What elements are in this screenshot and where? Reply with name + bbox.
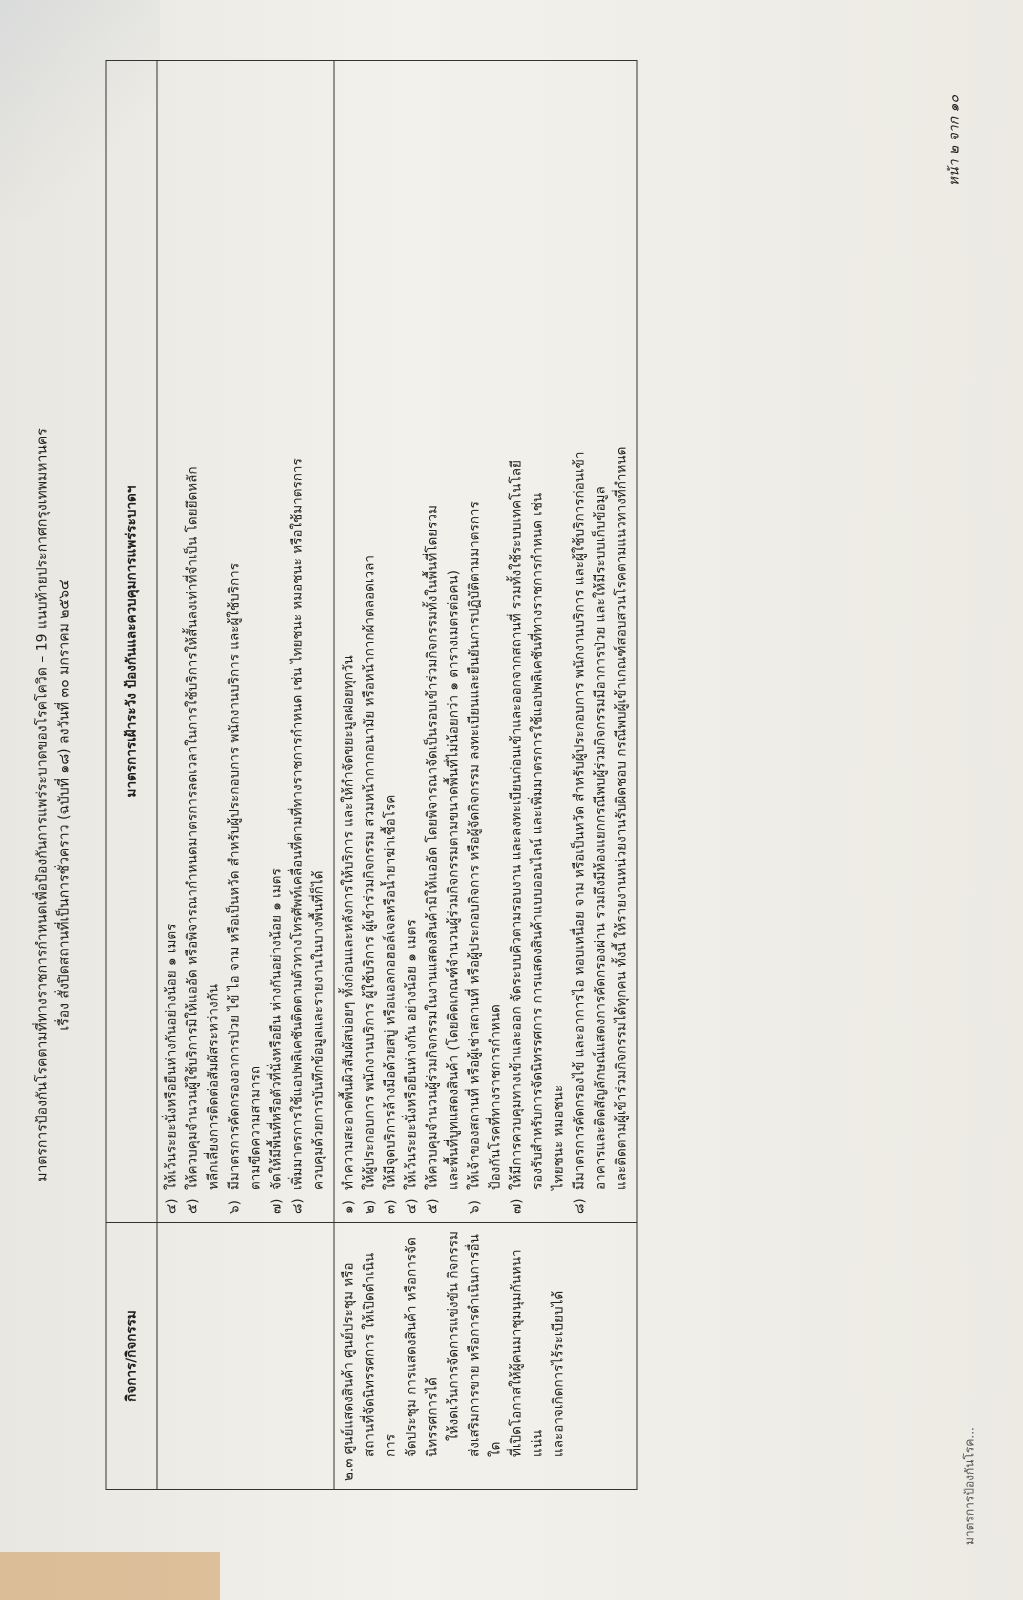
table-row <box>157 61 334 1490</box>
measure-continuation: อาคารและติดสัญลักษณ์แสดงการคัดกรองผ่าน รวมถึงมีห้องแยกกรณีพบผู้ร่วมกิจกรรมมีอาการป่วย และให้มีระบบเก็บข้อมูล <box>592 486 608 1190</box>
measure-num: ๗) <box>268 1198 284 1214</box>
measure-text: ให้เจ้าของสถานที่ หรือผู้เช่าสถานที่ หรือผู้ประกอบกิจการ หรือผู้จัดกิจกรรม ลงทะเบียนและยืนยันการปฏิบัติตามมาตรการ <box>466 501 482 1190</box>
measure-text: ให้ควบคุมจำนวนผู้ใช้บริการมิให้แออัด หรือพิจารณากำหนดมาตรการลดเวลาในการใช้บริการให้สั้นลงเท่าที่จำเป็น โดยยึดหลัก <box>184 466 200 1190</box>
row1-activity-cell <box>157 1223 334 1490</box>
measure-text: มีมาตรการคัดกรองอาการป่วย ไข้ ไอ จาม หรือเป็นหวัด สำหรับผู้ประกอบการ พนักงานบริการ และผู้ใช้บริการ <box>226 563 242 1190</box>
page-content <box>25 65 985 1545</box>
activity-line: ๒.๓ ศูนย์แสดงสินค้า ศูนย์ประชุม หรือ <box>340 1262 356 1481</box>
header-activity: กิจการ/กิจกรรม <box>106 1223 157 1490</box>
measure-item <box>224 69 245 1214</box>
measure-item <box>464 69 485 1214</box>
measure-num: ๖) <box>226 1200 242 1214</box>
measure-text: มีมาตรการคัดกรองไข้ และอาการไอ หอบเหนื่อย จาม หรือเป็นหวัด สำหรับผู้ประกอบการ พนักงานบริการ และผู้ใช้บริการก่อนเข้า <box>571 451 587 1190</box>
measure-text: ให้ควบคุมจำนวนผู้ร่วมกิจกรรมในงานแสดงสินค้ามิให้แออัด โดยพิจารณาจัดเป็นรอบเข้าร่วมกิจกรรมทั้งในพื้นที่โดยรวม <box>424 505 440 1190</box>
row2-activity-cell <box>334 1223 637 1490</box>
activity-line: ส่งเสริมการขาย หรือการดำเนินการอื่นใด <box>466 1234 503 1457</box>
row1-measures-cell <box>157 61 334 1223</box>
measure-item <box>266 69 287 1214</box>
measure-num: ๑) <box>340 1200 356 1214</box>
measure-num: ๔) <box>163 1198 179 1214</box>
measure-continuation: ไทยชนะ หมอชนะ <box>550 1084 566 1190</box>
measure-item <box>287 69 308 1214</box>
measure-num: ๔) <box>403 1198 419 1214</box>
measure-item <box>182 69 203 1214</box>
measure-continuation: ป้องกันโรคที่ทางราชการกำหนด <box>487 1004 503 1190</box>
measure-item <box>506 69 527 1214</box>
measure-num: ๒) <box>361 1199 377 1214</box>
measure-text: ให้เว้นระยะนั่งหรือยืนห่างกันอย่างน้อย ๑ เมตร <box>163 923 179 1190</box>
activity-line: และอาจเกิดการไร้ระเบียบได้ <box>550 1290 566 1457</box>
measure-item <box>380 69 401 1214</box>
measure-item <box>569 69 590 1214</box>
measure-num: ๕) <box>184 1198 200 1214</box>
table-row <box>334 61 637 1490</box>
activity-line: ที่เปิดโอกาสให้ผู้คนมาชุมนุมกันหนาแน่น <box>508 1249 545 1457</box>
measure-text: ให้ผู้ประกอบการ พนักงานบริการ ผู้ใช้บริการ ผู้เข้าร่วมกิจกรรม สวมหน้ากากอนามัย หรือหน้ากากผ้าตลอดเวลา <box>361 555 377 1190</box>
measure-continuation: ควบคุมด้วยการบันทึกข้อมูลและรายงานในบางพื้นที่ก็ได้ <box>310 870 326 1190</box>
measure-text: เพิ่มมาตรการใช้แอปพลิเคชันติดตามตัวทางโทรศัพท์เคลื่อนที่ตามที่ทางราชการกำหนด เช่น ไทยชนะ หมอชนะ หรือใช้มาตรการ <box>289 458 305 1190</box>
activity-line: ให้งดเว้นการจัดการแข่งขัน กิจกรรม <box>445 1231 461 1441</box>
page-number: หน้า ๒ จาก ๑๐ <box>946 95 962 187</box>
document-header <box>31 65 75 1545</box>
activity-line: นิทรรศการได้ <box>424 1377 440 1457</box>
measure-item <box>161 69 182 1214</box>
header-title-line2: เรื่อง สั่งปิดสถานที่เป็นการชั่วคราว (ฉบับที่ ๑๘) ลงวันที่ ๓๐ มกราคม ๒๕๖๔ <box>56 579 72 1031</box>
row2-measures-cell <box>334 61 637 1223</box>
measure-continuation: หลีกเลี่ยงการติดต่อสัมผัสระหว่างกัน <box>205 984 221 1190</box>
measure-num: ๓) <box>382 1199 398 1214</box>
header-measures: มาตรการเฝ้าระวัง ป้องกันและควบคุมการแพร่ระบาดฯ <box>106 61 157 1223</box>
activity-line: จัดประชุม การแสดงสินค้า หรือการจัด <box>403 1237 419 1457</box>
measure-num: ๗) <box>508 1198 524 1214</box>
measure-num: ๘) <box>289 1198 305 1214</box>
measure-continuation: และติดตามผู้เข้าร่วมกิจกรรมได้ทุกคน ทั้งนี้ ให้รายงานหน่วยงานรับผิดชอบ กรณีพบผู้เข้าเกณฑ์สอบสวนโรคตามแนวทางที่กำหนด <box>613 446 629 1190</box>
measure-num: ๘) <box>571 1198 587 1214</box>
measure-continuation: รองรับสำหรับการจัดนิทรรศการ การแสดงสินค้าแบบออนไลน์ และเพิ่มมาตรการใช้แอปพลิเคชันที่ทางราชการกำหนด เช่น <box>529 492 545 1190</box>
measure-text: จัดให้มีพื้นที่หรือตัวที่นั่งหรือยืน ห่างกันอย่างน้อย ๑ เมตร <box>268 868 284 1190</box>
table-header-row <box>106 61 157 1490</box>
measure-continuation: ตามขีดความสามารถ <box>247 1065 263 1190</box>
measure-num: ๖) <box>466 1200 482 1214</box>
measure-item <box>422 69 443 1214</box>
measure-num: ๕) <box>424 1198 440 1214</box>
bottom-note: มาตรการป้องกันโรค... <box>962 1427 976 1545</box>
activity-line: สถานที่จัดนิทรรศการ ให้เปิดดำเนินการ <box>361 1252 398 1457</box>
measure-text: ให้เว้นระยะนั่งหรือยืนห่างกัน อย่างน้อย ๑ เมตร <box>403 919 419 1190</box>
measure-item <box>338 69 359 1214</box>
header-title-line1: มาตรการป้องกันโรคตามที่ทางราชการกำหนดเพื่อป้องกันการแพร่ระบาดของโรคโควิด – 19 แนบท้ายประกาศกรุงเทพมหานคร <box>34 428 50 1182</box>
measure-text: ให้มีจุดบริการล้างมือด้วยสบู่ หรือแอลกอฮอล์เจลหรือน้ำยาฆ่าเชื้อโรค <box>382 794 398 1190</box>
measure-continuation: และพื้นที่บูทแสดงสินค้า (โดยคิดเกณฑ์จำนวนผู้ร่วมกิจกรรมตามขนาดพื้นที่ไม่น้อยกว่า ๑ ตารางเมตรต่อคน) <box>445 570 461 1190</box>
measure-text: ทำความสะอาดพื้นผิวสัมผัสบ่อยๆ ทั้งก่อนและหลังการให้บริการ และให้กำจัดขยะมูลฝอยทุกวัน <box>340 655 356 1190</box>
measure-text: ให้มีการควบคุมทางเข้าและออก จัดระบบคิวตามรอบงาน และลงทะเบียนก่อนเข้าและออกจากสถานที่ รวมทั้งใช้ระบบเทคโนโลยี <box>508 460 524 1190</box>
measure-item <box>401 69 422 1214</box>
measures-table <box>105 60 637 1490</box>
measure-item <box>359 69 380 1214</box>
